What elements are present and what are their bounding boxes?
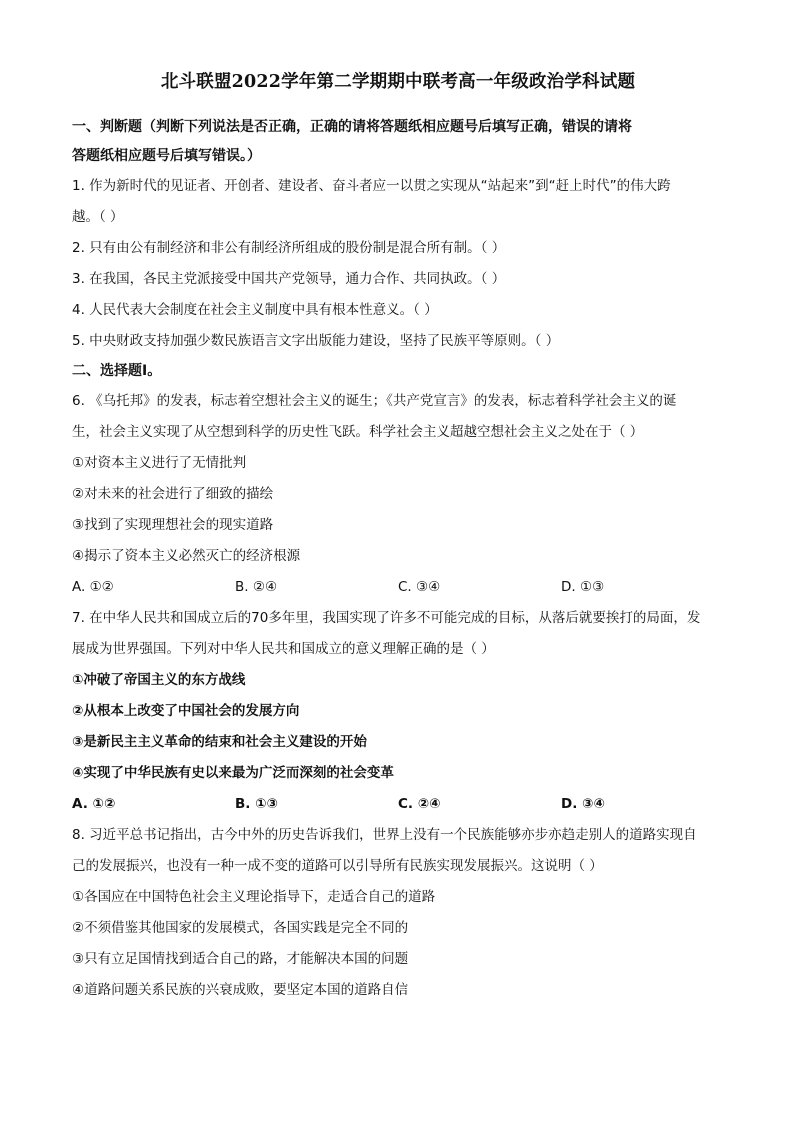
question-7: [72, 603, 724, 820]
option-c[interactable]: C. ③④: [398, 579, 441, 595]
exam-page: [72, 60, 724, 1006]
exam-title: 北斗联盟2022学年第二学期期中联考高一年级政治学科试题: [160, 72, 636, 92]
section-choice: [72, 357, 724, 1006]
question-stem: 7. 在中华人民共和国成立后的70多年里，我国实现了许多不可能完成的目标，从落后就要挨打的局面，发: [72, 610, 701, 626]
option-b[interactable]: B. ②④: [235, 579, 278, 595]
question-3: 3. 在我国，各民主党派接受中国共产党领导，通力合作、共同执政。（ ）: [72, 271, 506, 287]
statement: ④揭示了资本主义必然灭亡的经济根源: [72, 548, 301, 564]
statement: ①对资本主义进行了无情批判: [72, 455, 247, 471]
section-heading-cont: 答题纸相应题号后填写错误。）: [72, 148, 261, 164]
statement: ①冲破了帝国主义的东方战线: [72, 672, 246, 688]
option-a[interactable]: A. ①②: [72, 579, 114, 595]
question-stem-cont: 生，社会主义实现了从空想到科学的历史性飞跃。科学社会主义超越空想社会主义之处在于（ ）: [72, 424, 644, 440]
question-5: 5. 中央财政支持加强少数民族语言文字出版能力建设，坚持了民族平等原则。（ ）: [72, 333, 560, 349]
question-stem: 8. 习近平总书记指出，古今中外的历史告诉我们，世界上没有一个民族能够亦步亦趋走别人的道路实现自: [72, 827, 697, 843]
statement: ①各国应在中国特色社会主义理论指导下，走适合自己的道路: [72, 889, 436, 905]
question-stem-cont: 己的发展振兴，也没有一种一成不变的道路可以引导所有民族实现发展振兴。这说明（ ）: [72, 858, 603, 874]
statement: ②从根本上改变了中国社会的发展方向: [72, 703, 300, 719]
statement: ④实现了中华民族有史以来最为广泛而深刻的社会变革: [72, 765, 394, 781]
answer-options: [72, 572, 724, 603]
option-a[interactable]: A. ①②: [72, 796, 116, 812]
question-8: [72, 820, 724, 1006]
option-d[interactable]: D. ①③: [561, 579, 605, 595]
option-b[interactable]: B. ①③: [235, 796, 278, 812]
question-4: 4. 人民代表大会制度在社会主义制度中具有根本性意义。（ ）: [72, 302, 438, 318]
question-stem: 6. 《乌托邦》的发表，标志着空想社会主义的诞生；《共产党宣言》的发表，标志着科学社会主义的诞: [72, 393, 677, 409]
question-1-line2: 越。（ ）: [72, 209, 124, 225]
option-c[interactable]: C. ②④: [398, 796, 441, 812]
question-1-line1: 1. 作为新时代的见证者、开创者、建设者、奋斗者应一以贯之实现从“站起来”到“赶上时代”的伟大跨: [72, 178, 671, 194]
answer-options: [72, 789, 724, 820]
statement: ④道路问题关系民族的兴衰成败，要坚定本国的道路自信: [72, 982, 409, 998]
question-2: 2. 只有由公有制经济和非公有制经济所组成的股份制是混合所有制。（ ）: [72, 240, 506, 256]
question-stem-cont: 展成为世界强国。下列对中华人民共和国成立的意义理解正确的是（ ）: [72, 641, 495, 657]
option-d[interactable]: D. ③④: [561, 796, 605, 812]
statement: ③只有立足国情找到适合自己的路，才能解决本国的问题: [72, 951, 409, 967]
section-heading: 二、选择题Ⅰ。: [72, 363, 162, 379]
section-judgment: [72, 113, 724, 357]
statement: ②对未来的社会进行了细致的描绘: [72, 486, 274, 502]
statement: ②不须借鉴其他国家的发展模式，各国实践是完全不同的: [72, 920, 409, 936]
statement: ③是新民主主义革命的结束和社会主义建设的开始: [72, 734, 367, 750]
section-heading: 一、判断题（判断下列说法是否正确，正确的请将答题纸相应题号后填写正确，错误的请将: [72, 119, 632, 135]
statement: ③找到了实现理想社会的现实道路: [72, 517, 274, 533]
question-6: [72, 386, 724, 603]
